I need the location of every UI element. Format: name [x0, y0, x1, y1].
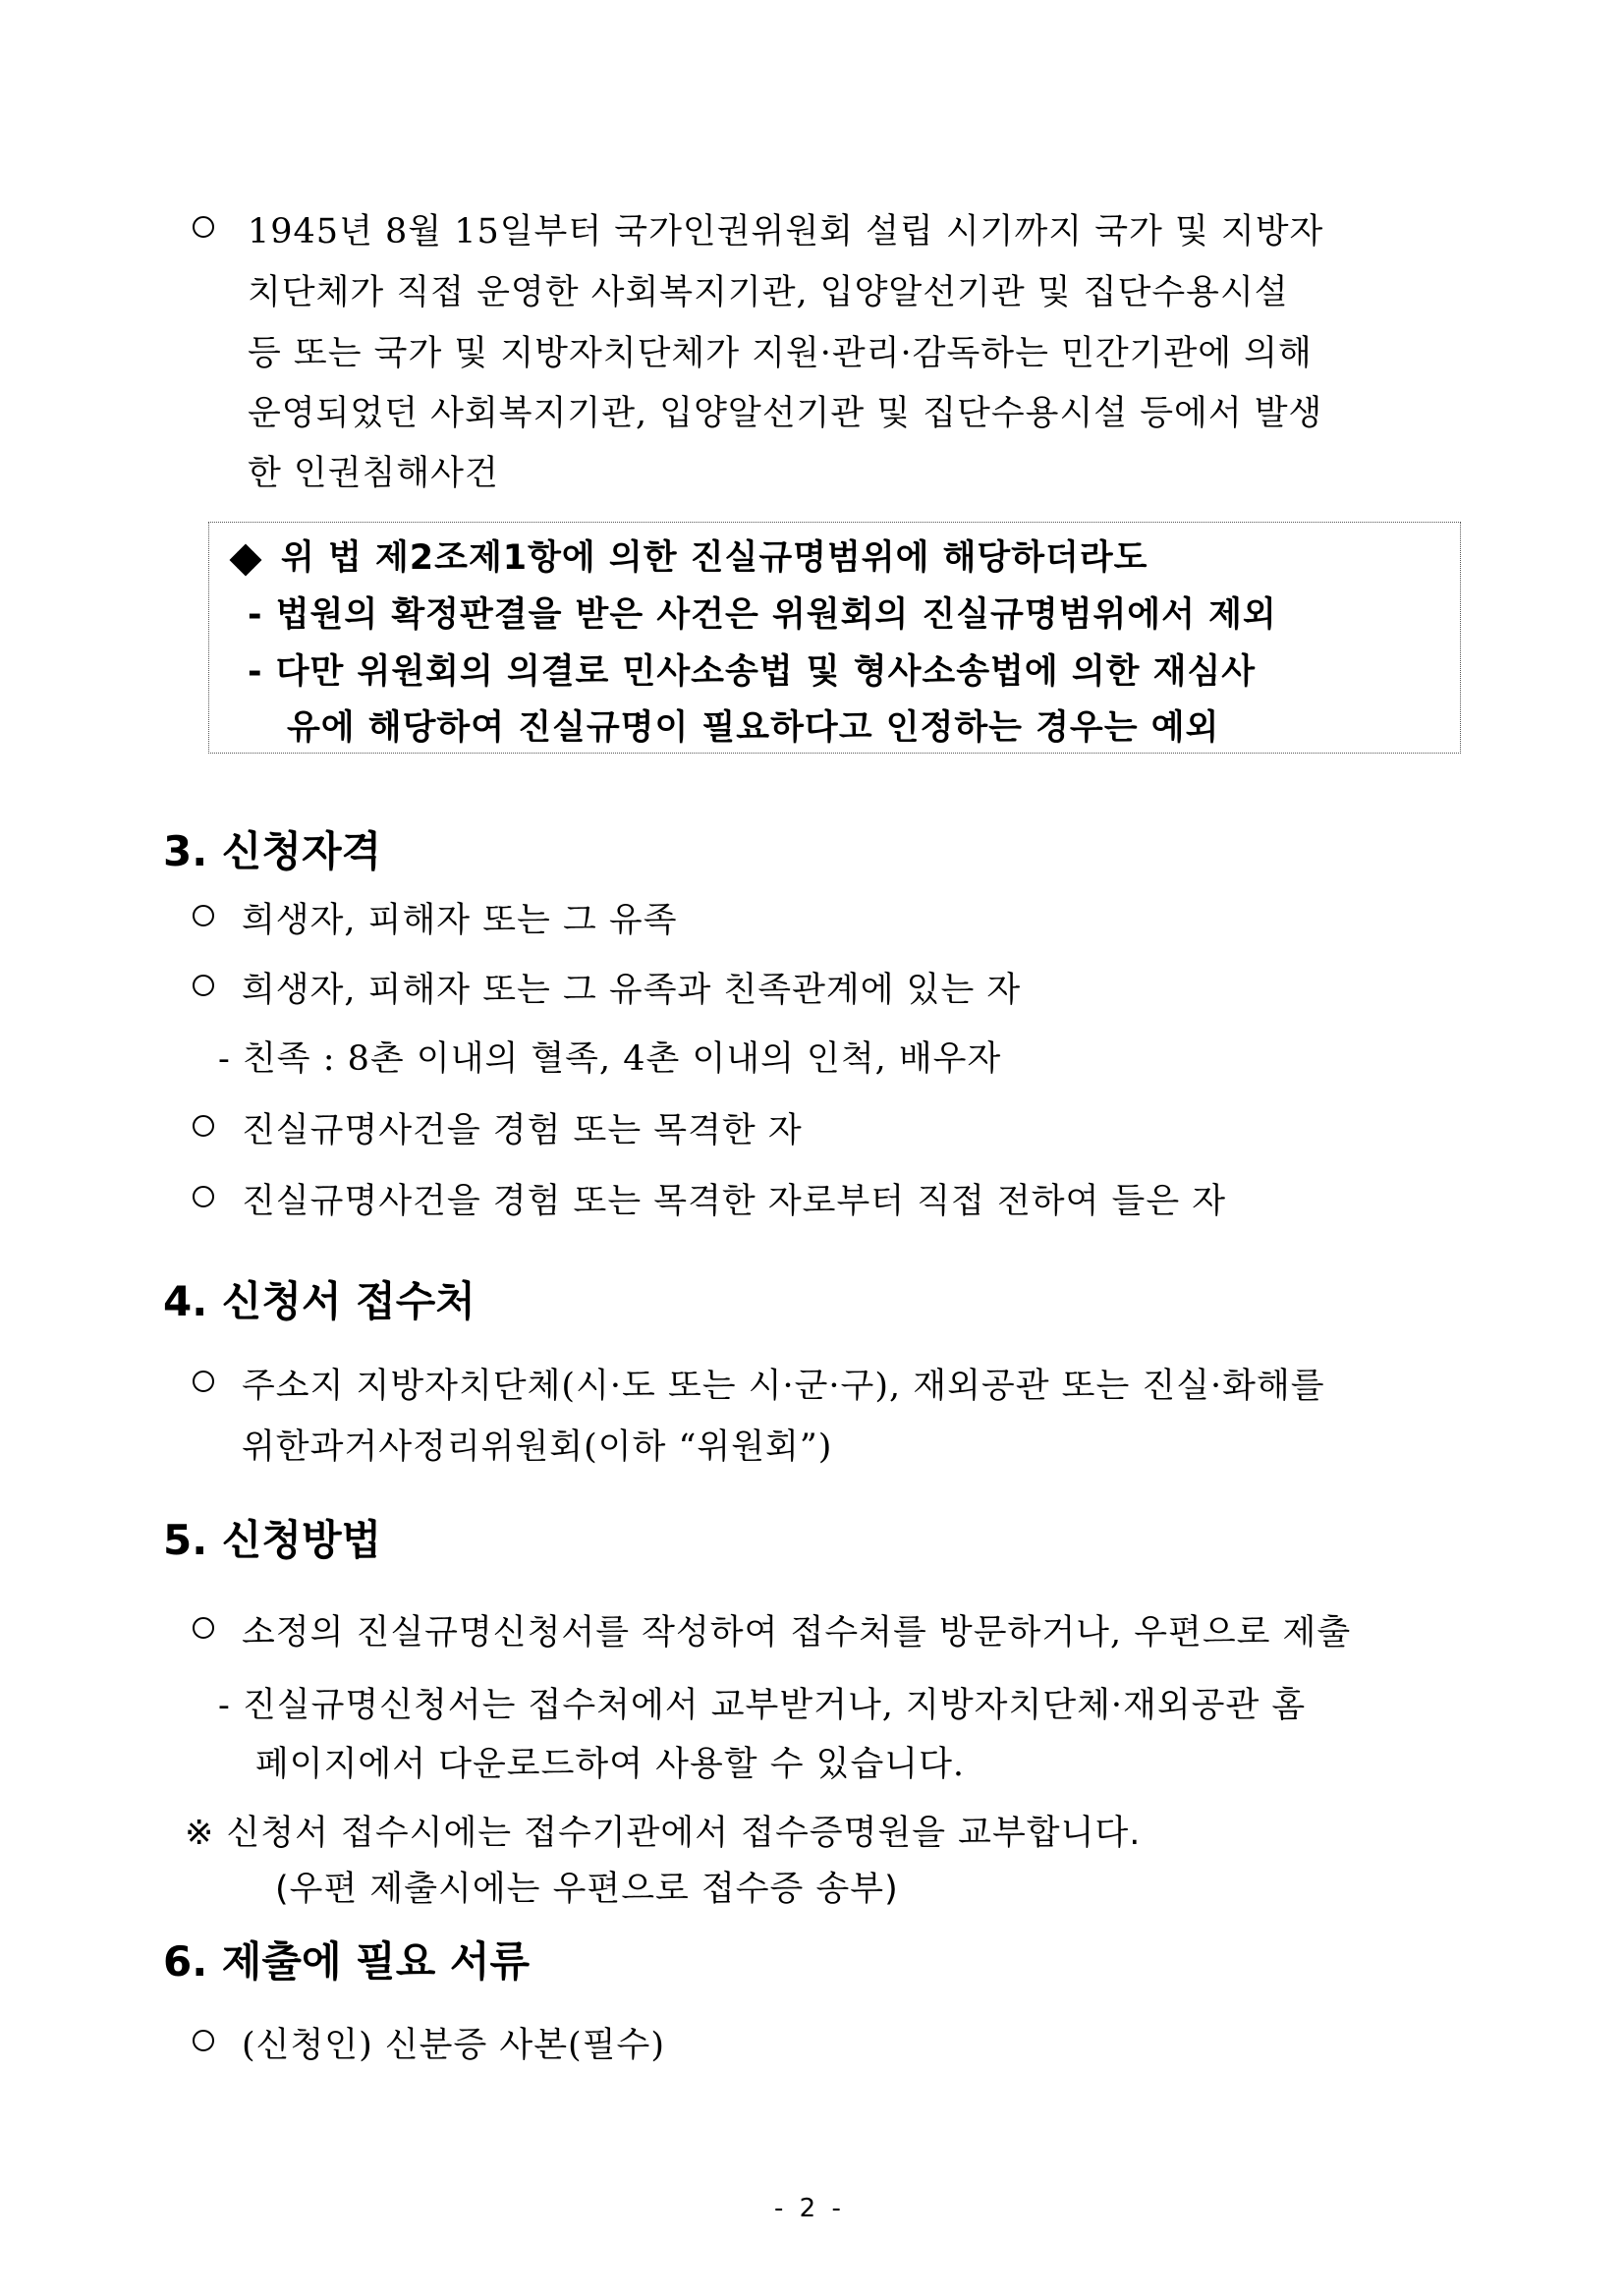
circle-bullet-icon [193, 2030, 214, 2051]
circle-bullet-icon [193, 1617, 214, 1639]
section-3-bullet-3: 진실규명사건을 경험 또는 목격한 자 [242, 1111, 803, 1150]
notice-item-1: - 법원의 확정판결을 받은 사건은 위원회의 진실규명범위에서 제외 [248, 595, 1277, 635]
circle-bullet-icon [193, 975, 214, 996]
scope-line-1: 1945년 8월 15일부터 국가인권위원회 설립 시기까지 국가 및 지방자 [248, 212, 1324, 252]
section-3-bullet-4: 진실규명사건을 경험 또는 목격한 자로부터 직접 전하여 들은 자 [242, 1182, 1227, 1221]
circle-bullet-icon [193, 1115, 214, 1137]
section-4-heading: 4. 신청서 접수처 [163, 1277, 476, 1325]
section-4-bullet-1-line-2: 위한과거사정리위원회(이하 “위원회”) [242, 1428, 833, 1467]
section-4-bullet-1-line-1: 주소지 지방자치단체(시·도 또는 시·군·구), 재외공관 또는 진실·화해를 [242, 1367, 1325, 1406]
notice-item-2-line-1: - 다만 위원회의 의결로 민사소송법 및 형사소송법에 의한 재심사 [248, 652, 1257, 692]
circle-bullet-icon [193, 216, 214, 238]
scope-line-4: 운영되었던 사회복지기관, 입양알선기관 및 집단수용시설 등에서 발생 [248, 394, 1323, 433]
section-3-heading: 3. 신청자격 [163, 827, 382, 875]
section-3-bullet-2-sub: - 친족 : 8촌 이내의 혈족, 4촌 이내의 인척, 배우자 [218, 1039, 1002, 1079]
scope-line-2: 치단체가 직접 운영한 사회복지기관, 입양알선기관 및 집단수용시설 [248, 273, 1289, 312]
section-3-bullet-2: 희생자, 피해자 또는 그 유족과 친족관계에 있는 자 [242, 971, 1022, 1010]
section-6-bullet-1: (신청인) 신분증 사본(필수) [242, 2026, 665, 2065]
section-5-note-line-2: (우편 제출시에는 우편으로 접수증 송부) [275, 1870, 899, 1909]
section-3-bullet-1: 희생자, 피해자 또는 그 유족 [242, 901, 678, 940]
notice-item-2-line-2: 유에 해당하여 진실규명이 필요하다고 인정하는 경우는 예외 [287, 708, 1220, 748]
section-5-sub-line-1: - 진실규명신청서는 접수처에서 교부받거나, 지방자치단체·재외공관 홈 [218, 1686, 1307, 1725]
section-5-sub-line-2: 페이지에서 다운로드하여 사용할 수 있습니다. [255, 1745, 966, 1784]
notice-title: 위 법 제2조제1항에 의한 진실규명범위에 해당하더라도 [281, 538, 1148, 578]
scope-line-5: 한 인권침해사건 [248, 454, 499, 493]
diamond-bullet-icon [232, 546, 259, 574]
section-5-heading: 5. 신청방법 [163, 1516, 382, 1564]
scope-line-3: 등 또는 국가 및 지방자치단체가 지원·관리·감독하는 민간기관에 의해 [248, 334, 1313, 373]
section-5-bullet-1: 소정의 진실규명신청서를 작성하여 접수처를 방문하거나, 우편으로 제출 [242, 1613, 1352, 1652]
page-number: - 2 - [774, 2194, 845, 2223]
section-5-note-line-1: ※ 신청서 접수시에는 접수기관에서 접수증명원을 교부합니다. [185, 1814, 1142, 1853]
section-6-heading: 6. 제출에 필요 서류 [163, 1937, 531, 1986]
circle-bullet-icon [193, 1186, 214, 1207]
circle-bullet-icon [193, 905, 214, 926]
circle-bullet-icon [193, 1371, 214, 1392]
